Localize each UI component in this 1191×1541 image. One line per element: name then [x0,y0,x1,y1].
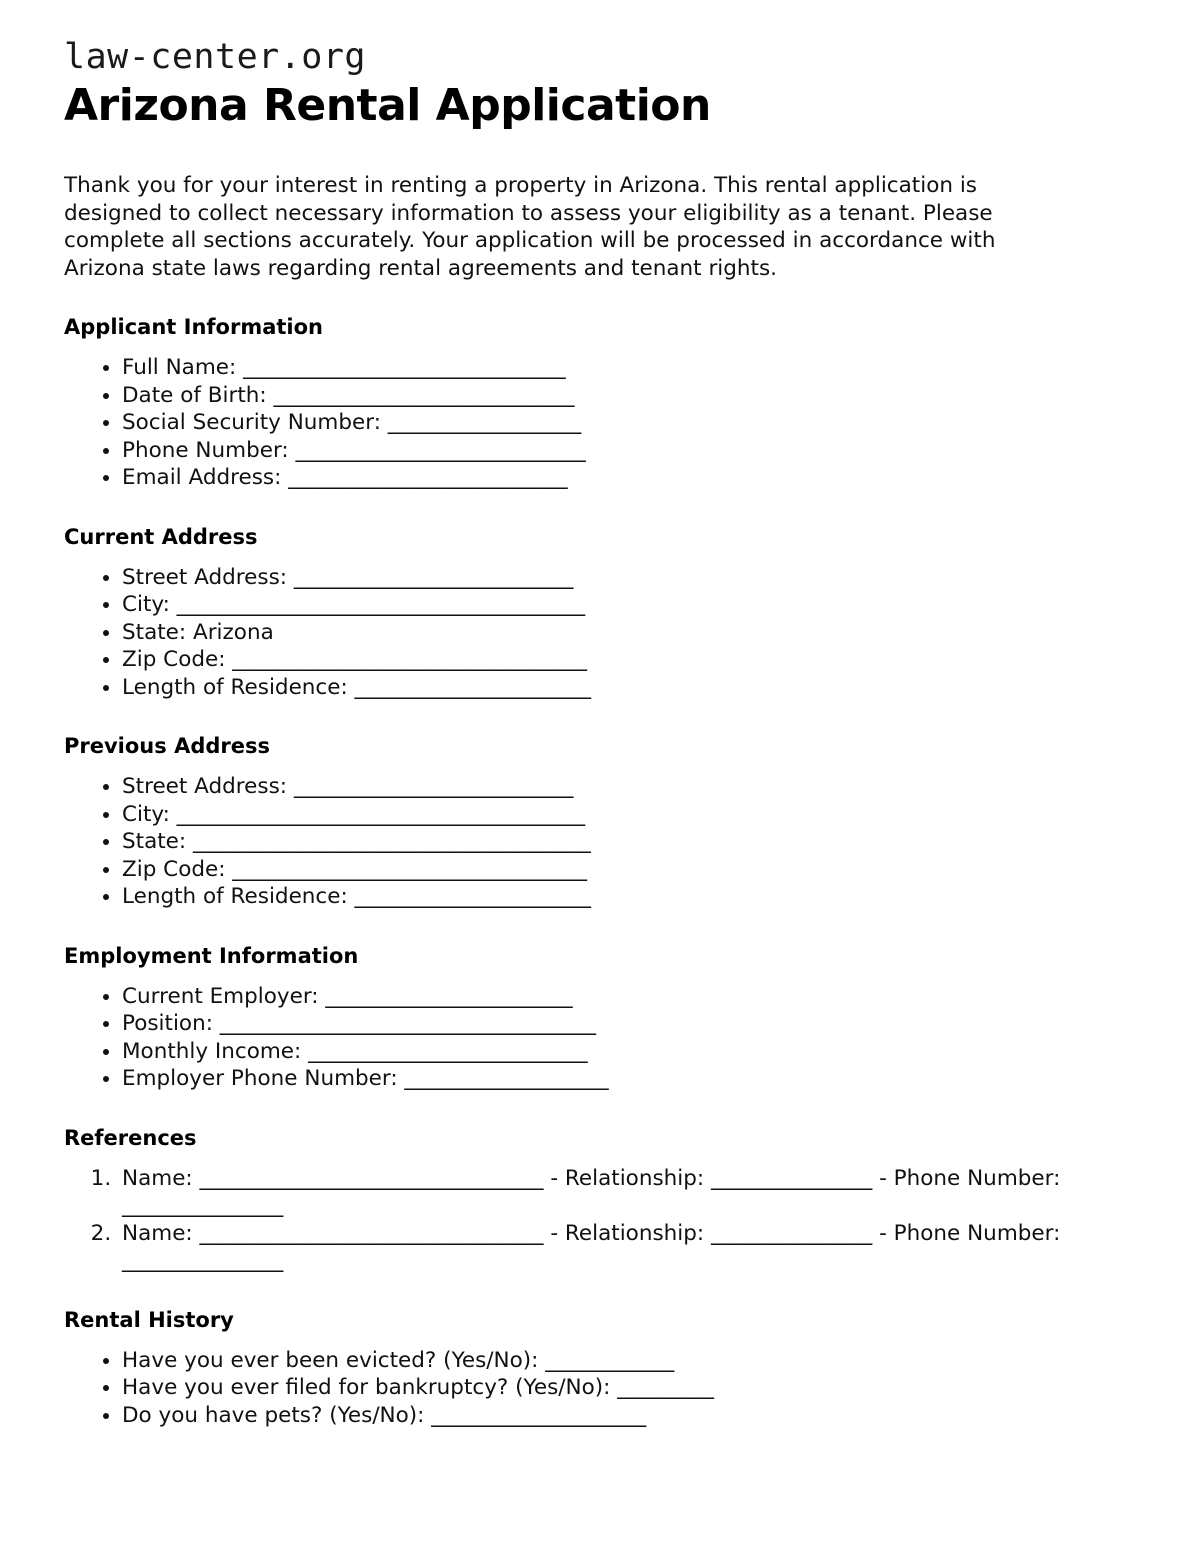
list-item: • City: ______________________________________ [122,591,1127,619]
list-item: • Position: ___________________________________ [122,1010,1127,1038]
list-item: • Length of Residence: ______________________ [122,674,1127,702]
list-item: • Full Name: ______________________________ [122,354,1127,382]
list-item: • Street Address: __________________________ [122,564,1127,592]
list-item: • Employer Phone Number: ___________________ [122,1065,1127,1093]
section-heading-current-address: Current Address [64,524,258,549]
list-item: • Length of Residence: ______________________ [122,883,1127,911]
section-heading-employment-information: Employment Information [64,943,359,968]
list-item: • Zip Code: _________________________________ [122,646,1127,674]
page-title: Arizona Rental Application [64,80,711,131]
list-item: • City: ______________________________________ [122,801,1127,829]
list-item: • State: _____________________________________ [122,828,1127,856]
list-item: • Date of Birth: ____________________________ [122,382,1127,410]
list-item: • Monthly Income: __________________________ [122,1038,1127,1066]
list-item: • Street Address: __________________________ [122,773,1127,801]
section-heading-applicant-information: Applicant Information [64,315,323,339]
intro-paragraph: Thank you for your interest in renting a property in Arizona. This rental application is designed to collect necessary information to assess your eligibility as a tenant. Please complete all sections accurately. Your application will be processed in accordance with Arizona state laws regarding rental agreements and tenant rights. [64,173,996,281]
field-list-current-address [64,564,1127,702]
list-item: • Do you have pets? (Yes/No): ____________________ [122,1402,1127,1430]
field-list-employment-information [64,983,1127,1093]
field-list-rental-history [64,1347,1127,1430]
list-item: 1. Name: ________________________________ - Relationship: _______________ - Phone Number: _______________ [118,1165,1122,1220]
list-item: • Zip Code: _________________________________ [122,856,1127,884]
field-list-previous-address [64,773,1127,911]
section-heading-references: References [64,1125,197,1150]
list-item: 2. Name: ________________________________ - Relationship: _______________ - Phone Number: _______________ [118,1220,1122,1275]
list-item: • Current Employer: _______________________ [122,983,1127,1011]
section-heading-previous-address: Previous Address [64,734,270,758]
site-name: law-center.org [64,37,367,77]
list-item: • Phone Number: ___________________________ [122,437,1127,465]
list-item: • Have you ever filed for bankruptcy? (Yes/No): _________ [122,1374,1127,1402]
list-item: • Email Address: __________________________ [122,464,1127,492]
section-heading-rental-history: Rental History [64,1307,234,1332]
list-item: • State: Arizona [122,619,1127,647]
field-list-applicant-information [64,354,1127,492]
list-item: • Have you ever been evicted? (Yes/No): ____________ [122,1347,1127,1375]
list-item: • Social Security Number: __________________ [122,409,1127,437]
field-list-references [64,1165,1127,1275]
